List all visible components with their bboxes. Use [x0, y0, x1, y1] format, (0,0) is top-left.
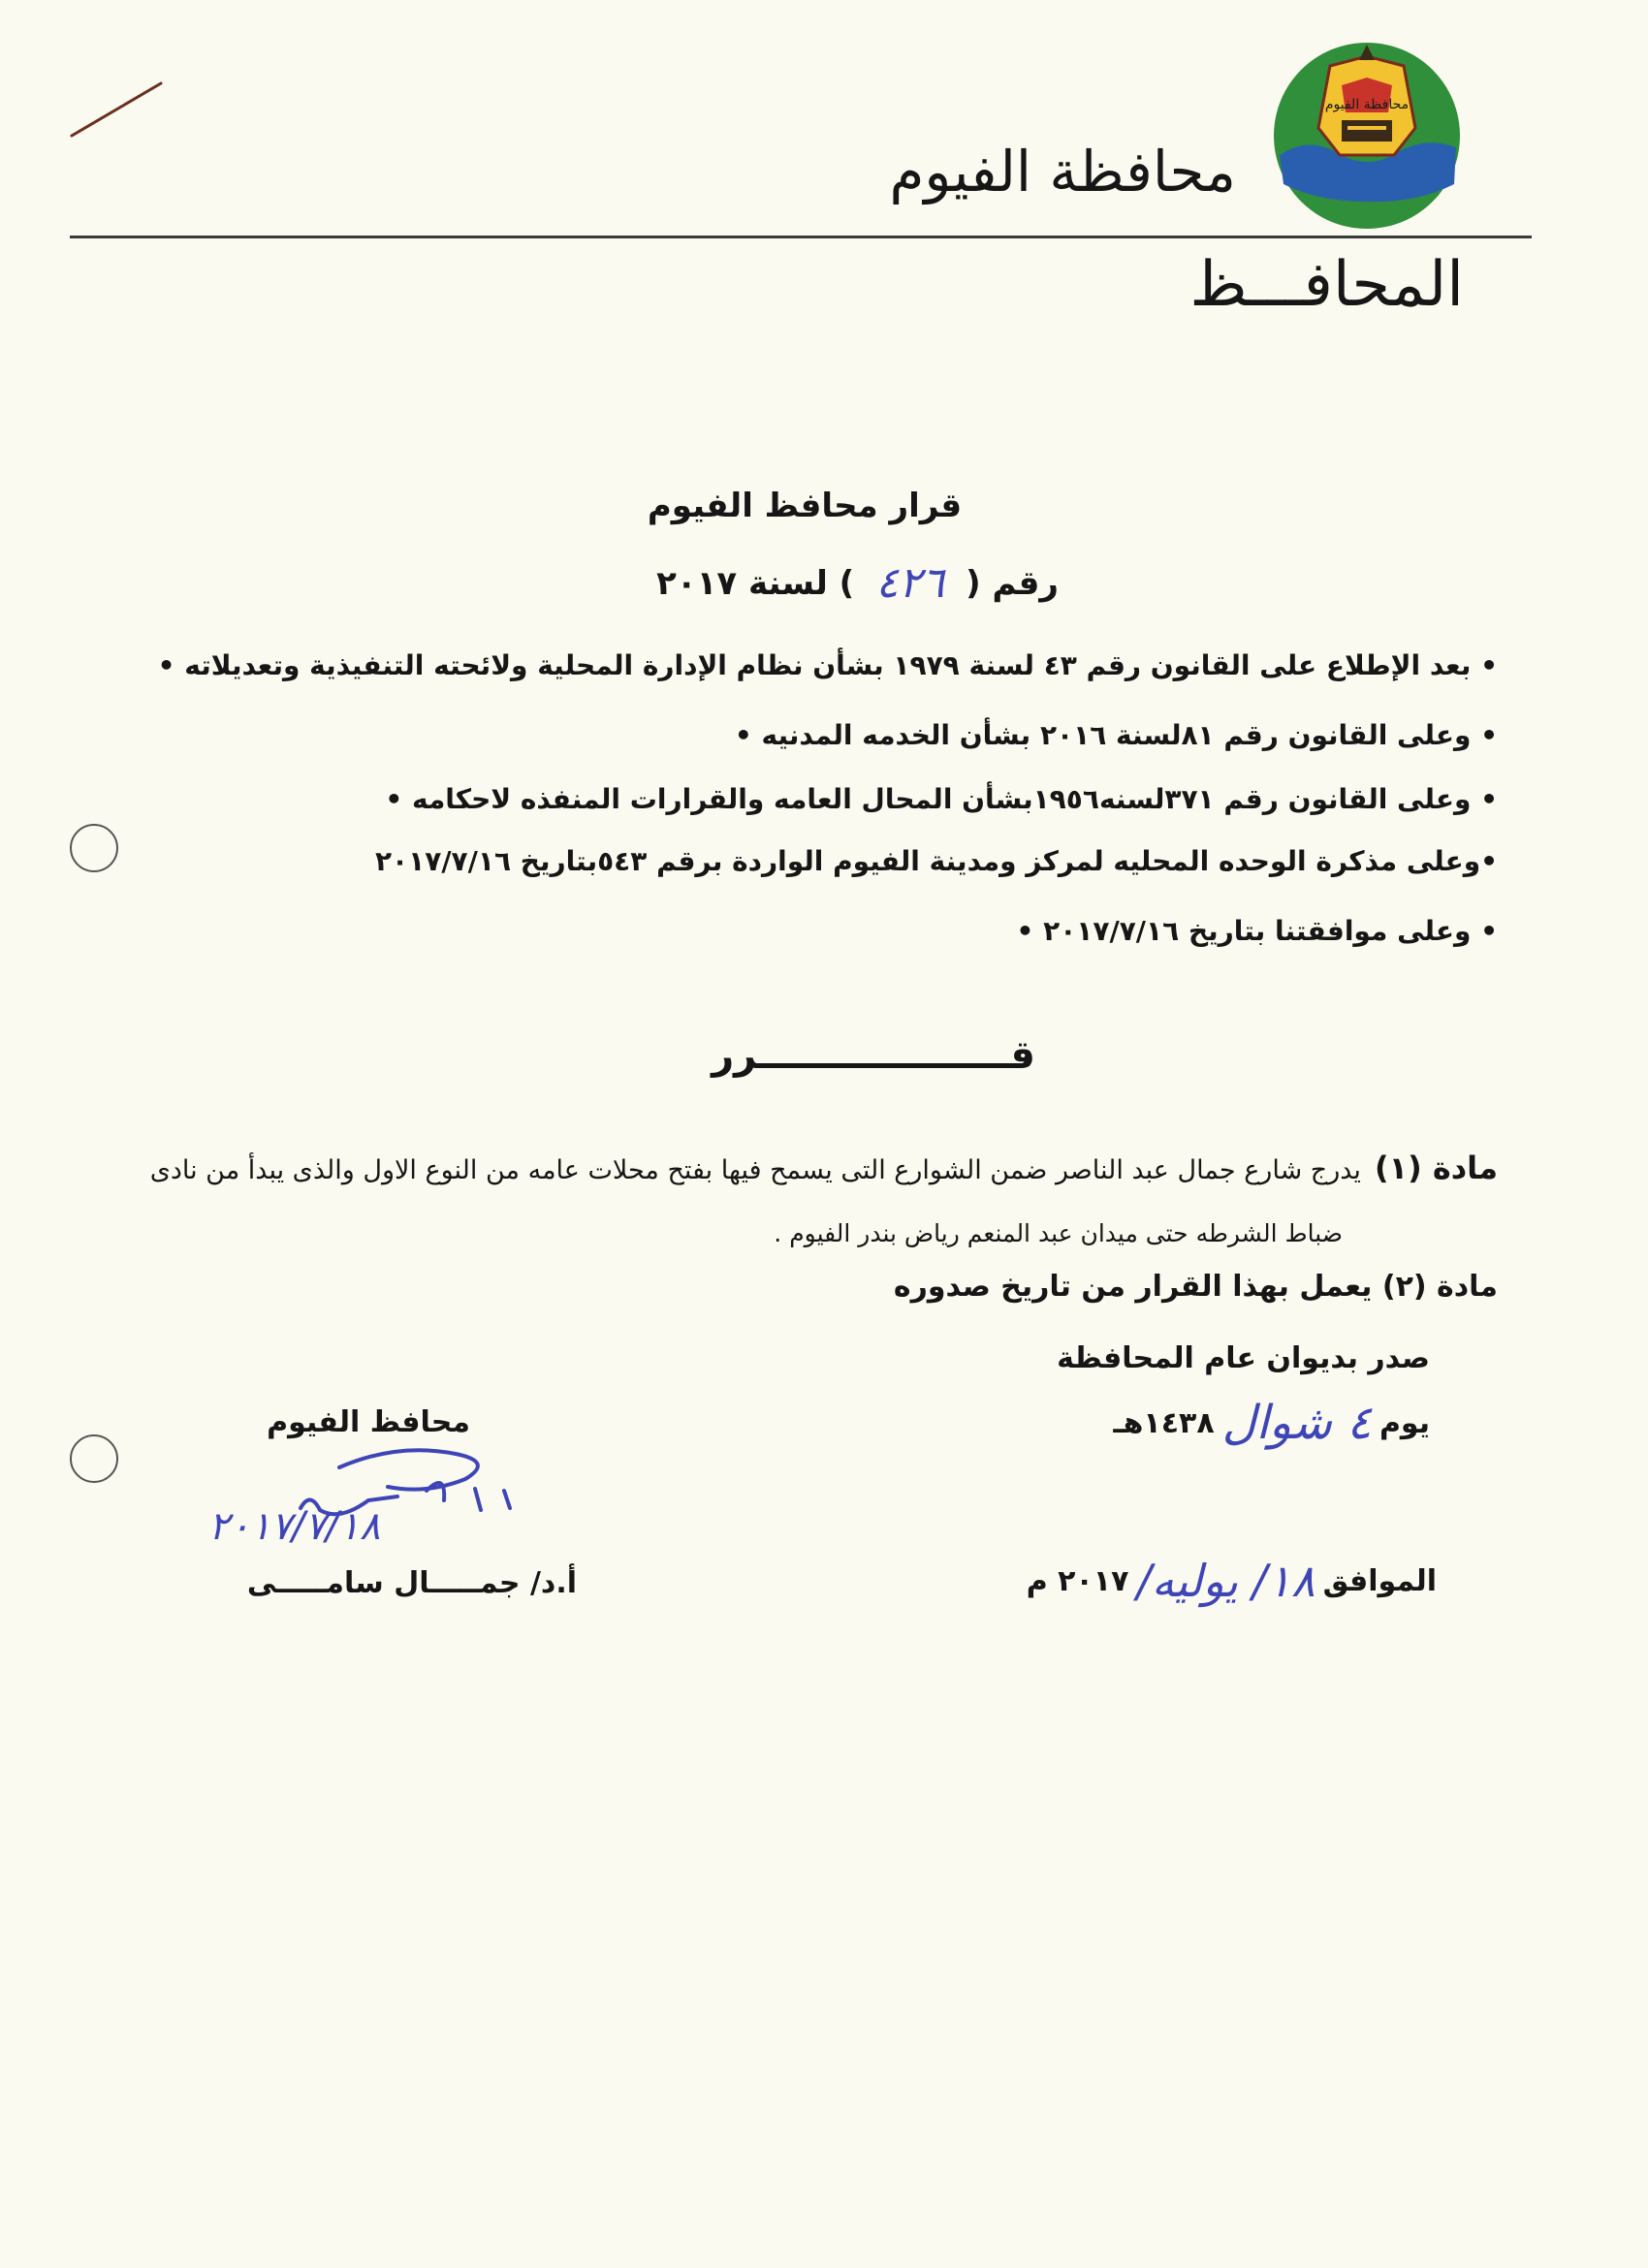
article-1-continuation: ضباط الشرطه حتى ميدان عبد المنعم رياض بندر الفيوم .	[774, 1219, 1343, 1247]
number-prefix: رقم (	[966, 563, 1059, 603]
punch-hole	[70, 1434, 118, 1483]
recital-item: • بعد الإطلاع على القانون رقم ٤٣ لسنة ١٩٧٩ بشأن نظام الإدارة المحلية ولائحته التنفيذية وتعديلاته •	[157, 649, 1498, 681]
recital-item: • وعلى موافقتنا بتاريخ ٢٠١٧/٧/١٦ •	[1016, 915, 1498, 947]
decision-title: قرار محافظ الفيوم	[647, 487, 963, 525]
greg-year: ٢٠١٧ م	[1026, 1563, 1129, 1598]
signer-title: محافظ الفيوم	[267, 1405, 470, 1439]
punch-hole	[70, 824, 118, 872]
article-1	[150, 1150, 1498, 1186]
signer-name: أ.د/ جمـــــال سامـــــى	[246, 1566, 577, 1600]
handwritten-decision-number: ٤٢٦	[875, 558, 945, 608]
svg-text:محافظة الفيوم: محافظة الفيوم	[1324, 97, 1410, 112]
handwritten-hijri-day: ٤ شوال	[1221, 1396, 1372, 1450]
number-suffix: ) لسنة ٢٠١٧	[656, 563, 855, 603]
decree-heading: قـــــــــــــــــــرر	[712, 1033, 1035, 1078]
issued-at-line: صدر بديوان عام المحافظة	[1057, 1341, 1430, 1375]
recital-item: •وعلى مذكرة الوحده المحليه لمركز ومدينة الفيوم الواردة برقم ٥٤٣بتاريخ ٢٠١٧/٧/١٦	[374, 845, 1498, 877]
governorate-emblem-logo	[1270, 39, 1464, 233]
recital-item: • وعلى القانون رقم ٨١لسنة ٢٠١٦ بشأن الخدمه المدنيه •	[734, 719, 1498, 751]
article-1-text: يدرج شارع جمال عبد الناصر ضمن الشوارع التى يسمح فيها بفتح محلات عامه من النوع الاول والذى يبدأ من نادى	[149, 1155, 1361, 1185]
hijri-prefix: يوم	[1379, 1405, 1430, 1440]
header-divider	[70, 236, 1532, 238]
article-2: مادة (٢) يعمل بهذا القرار من تاريخ صدوره	[893, 1270, 1498, 1304]
greg-prefix: الموافق	[1322, 1563, 1437, 1598]
recital-item: • وعلى القانون رقم ٣٧١لسنه١٩٥٦بشأن المحال العامه والقرارات المنفذه لاحكامه •	[385, 783, 1498, 815]
office-title: المحافـــظ	[1189, 249, 1464, 321]
pen-stroke-mark	[68, 76, 165, 143]
organization-name: محافظة الفيوم	[889, 139, 1236, 205]
hijri-year: ١٤٣٨هـ	[1113, 1405, 1215, 1440]
hijri-date-line	[1113, 1396, 1430, 1450]
handwritten-signature-date: ٢٠١٧/٧/١٨	[208, 1504, 381, 1549]
decision-number-line	[656, 558, 1059, 608]
gregorian-date-line	[1027, 1555, 1437, 1607]
handwritten-greg-day-month: ١٨/ يوليه/	[1136, 1555, 1315, 1607]
article-1-label: مادة (١)	[1374, 1150, 1498, 1186]
